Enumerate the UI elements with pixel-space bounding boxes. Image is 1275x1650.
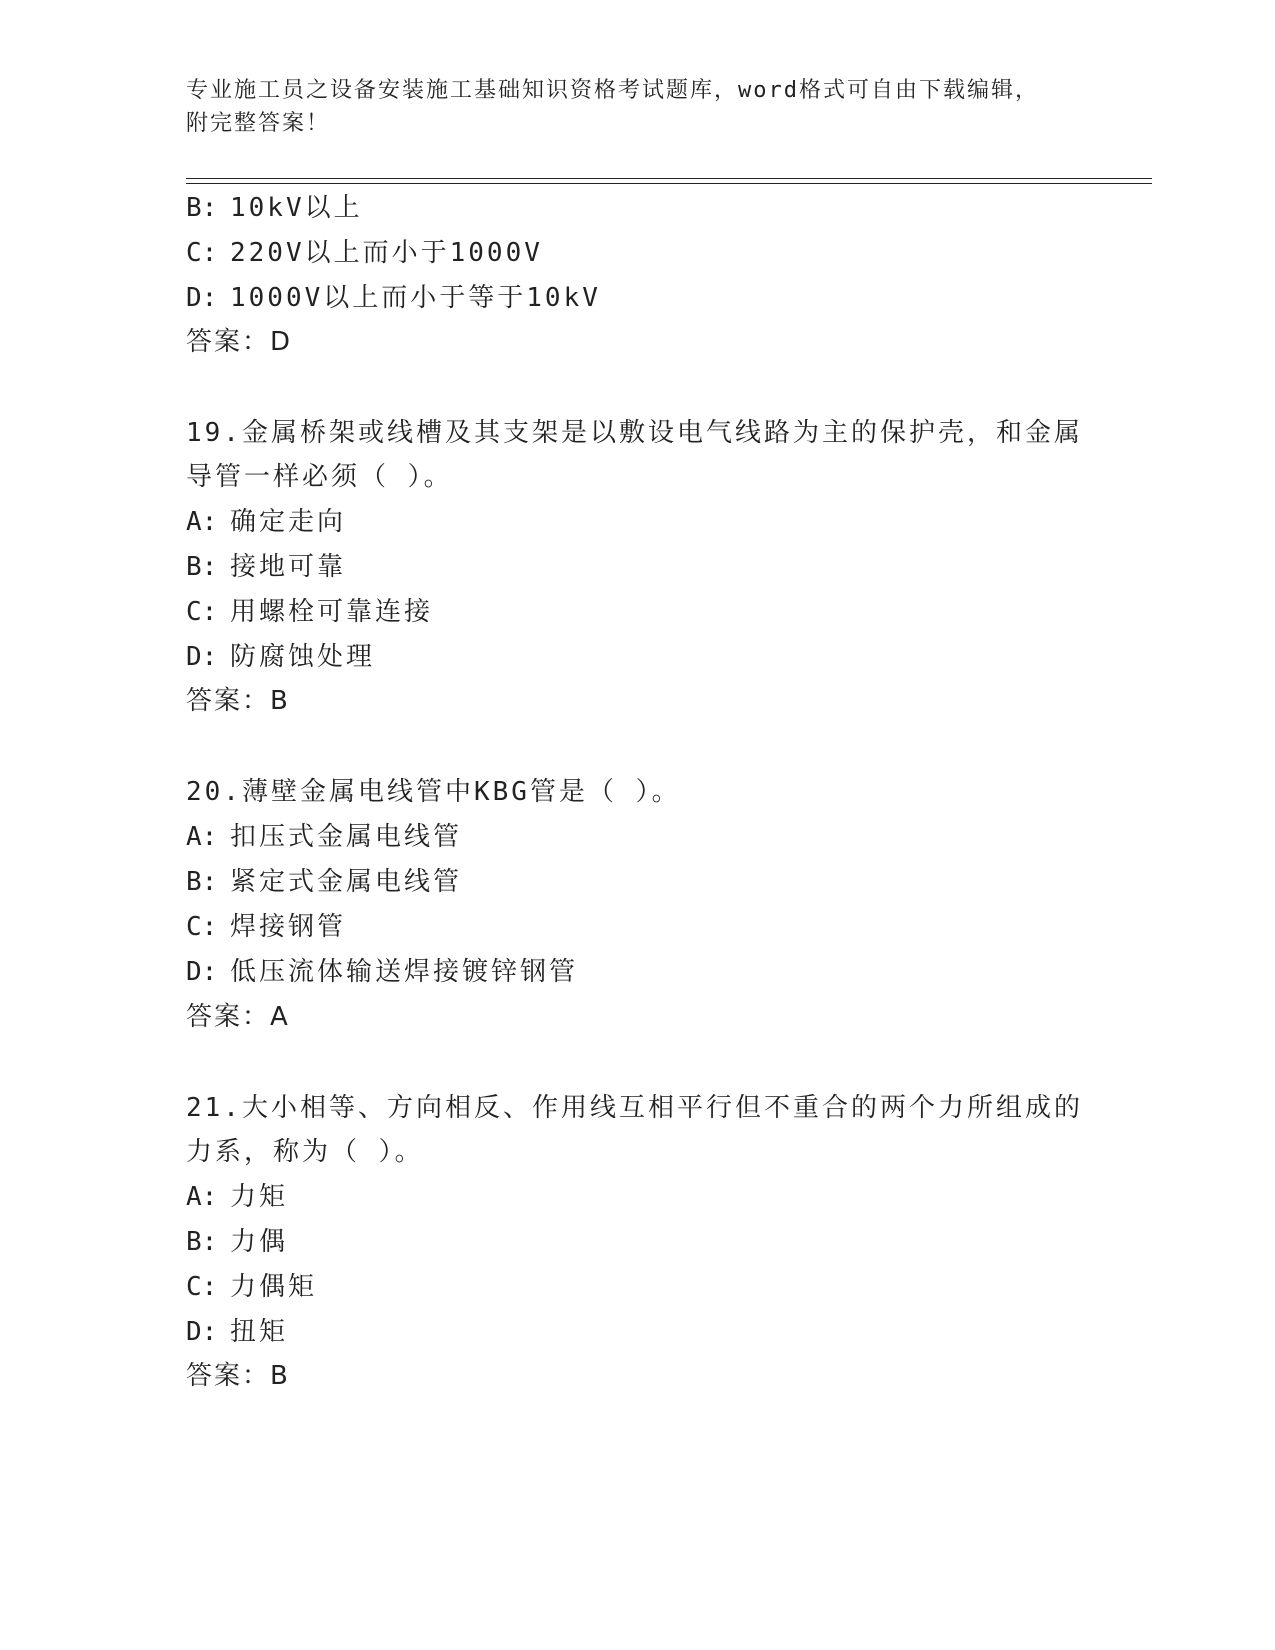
prev-option-b: B: 10kV以上 xyxy=(186,193,363,223)
q21-option-c: C: 力偶矩 xyxy=(186,1272,318,1302)
header-line-2: 附完整答案！ xyxy=(186,111,331,136)
q20-option-d: D: 低压流体输送焊接镀锌钢管 xyxy=(186,957,579,987)
q21-option-d: D: 扭矩 xyxy=(186,1317,289,1347)
q19-answer: 答案：B xyxy=(186,686,290,716)
q21-stem-line-2: 力系，称为（ ）。 xyxy=(186,1137,424,1167)
prev-answer: 答案：D xyxy=(186,327,293,357)
header-divider-top xyxy=(186,178,1152,179)
q19-option-c: C: 用螺栓可靠连接 xyxy=(186,597,434,627)
q19-stem-line-1: 19.金属桥架或线槽及其支架是以敷设电气线路为主的保护壳，和金属 xyxy=(186,418,1083,448)
q19-option-d: D: 防腐蚀处理 xyxy=(186,642,376,672)
prev-option-d: D: 1000V以上而小于等于10kV xyxy=(186,283,601,313)
q19-option-b: B: 接地可靠 xyxy=(186,552,347,582)
q19-stem-line-2: 导管一样必须（ ）。 xyxy=(186,462,453,492)
prev-option-c: C: 220V以上而小于1000V xyxy=(186,238,543,268)
header-line-1: 专业施工员之设备安装施工基础知识资格考试题库，word格式可自由下载编辑， xyxy=(186,78,1039,103)
header-divider-bottom xyxy=(186,183,1152,184)
q21-answer: 答案：B xyxy=(186,1361,290,1391)
q21-stem-line-1: 21.大小相等、方向相反、作用线互相平行但不重合的两个力所组成的 xyxy=(186,1093,1083,1123)
q21-option-a: A: 力矩 xyxy=(186,1182,289,1212)
q21-option-b: B: 力偶 xyxy=(186,1227,289,1257)
q20-option-b: B: 紧定式金属电线管 xyxy=(186,867,463,897)
q20-answer: 答案：A xyxy=(186,1002,290,1032)
q19-option-a: A: 确定走向 xyxy=(186,507,347,537)
q20-option-c: C: 焊接钢管 xyxy=(186,912,347,942)
q20-stem-line-1: 20.薄壁金属电线管中KBG管是（ ）。 xyxy=(186,777,681,807)
document-header xyxy=(186,74,1066,140)
q20-option-a: A: 扣压式金属电线管 xyxy=(186,822,463,852)
